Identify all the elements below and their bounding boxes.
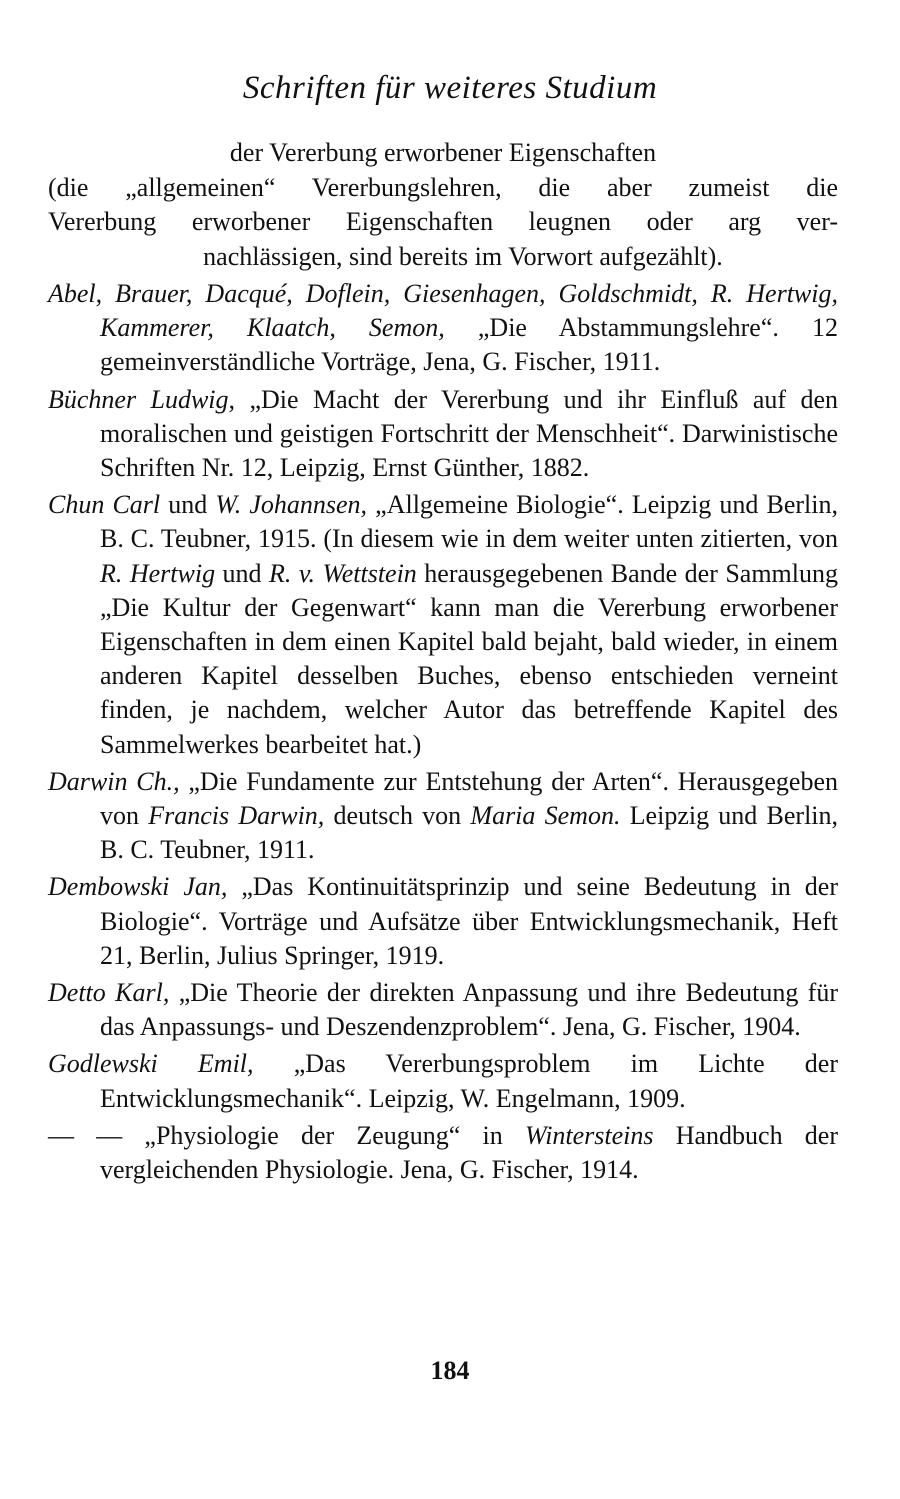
intro-line: nachlässigen, sind bereits im Vorwort aufgezählt). [203,241,723,271]
page-number: 184 [430,1356,470,1385]
entry-text: „Die Theorie der direkten Anpassung und ihre Bedeutung für das Anpassungs- und Deszendenzproblem“. Jena, G. Fischer, 1904. [100,978,839,1042]
entry-authors: Darwin Ch., [48,766,180,796]
entry-text: „Allgemeine Biologie“. Leipzig und Berlin, B. C. Teubner, 1915. (In diesem wie in dem weiter unten zitierten, von [100,490,838,554]
entry-text: deutsch von [324,801,471,831]
entry-authors: Chun Carl [48,490,161,520]
intro-line: Vererbung erworbener Eigenschaften leugnen oder arg ver- [48,207,838,236]
bib-entry-chun [48,488,838,762]
entry-text: „Das Kontinuitätsprinzip und seine Bedeutung in der Biologie“. Vorträge und Aufsätze über Entwicklungsmechanik, Heft 21, Berlin, Julius Springer, 1919. [100,872,838,970]
bib-entry-godlewski [48,1047,838,1115]
bib-entry-abel [48,277,838,380]
entry-editor: R. v. Wettstein [269,558,417,588]
entry-text: Handbuch der vergleichenden Physiologie. Jena, G. Fischer, 1914. [100,1120,838,1185]
entry-authors: Detto Karl, [48,978,170,1008]
bib-entry-godlewski-2 [48,1119,838,1187]
entry-text: herausgegebenen Bande der Sammlung „Die Kultur der Gegenwart“ kann man die Vererbung erworbener Eigenschaften in dem einen Kapitel bald bejaht, bald wieder, in einem anderen Kapitel desselben Buches, ebenso entschieden verneint finden, je nachdem, welcher Autor das betreffende Kapitel des Sammelwerkes bearbeitet hat.) [100,558,838,759]
entry-authors: Godlewski Emil, [48,1049,254,1079]
entry-text: „Die Abstammungslehre“. 12 gemeinverständliche Vorträge, Jena, G. Fischer, 1911. [100,313,839,377]
section-intro [48,136,838,274]
entry-text: „Das Vererbungsproblem im Lichte der Entwicklungsmechanik“. Leipzig, W. Engelmann, 1909. [100,1049,838,1113]
bib-entry-darwin [48,765,838,868]
bib-entry-dembowski [48,870,838,973]
entry-coauthor: W. Johannsen, [215,490,368,520]
entry-editor: Francis Darwin, [148,801,325,831]
entry-editor: Wintersteins [524,1120,654,1150]
entry-editor: R. Hertwig [100,558,216,588]
entry-text: „Die Fundamente zur Entstehung der Arten“. Herausgegeben von [100,766,838,831]
entry-text: Leipzig und Berlin, B. C. Teubner, 1911. [100,801,839,865]
entry-text: „Physiologie der Zeugung“ in [122,1120,525,1150]
entry-text: und [215,558,270,588]
ditto-dashes: — — [48,1120,123,1150]
intro-line: der Vererbung erworbener Eigenschaften [229,138,657,167]
running-head: Schriften für weiteres Studium [242,70,658,106]
bib-entry-detto [48,976,838,1044]
entry-authors: Dembowski Jan, [48,872,228,902]
intro-line: (die „allgemeinen“ Vererbungslehren, die aber zumeist die [48,172,838,202]
entry-text: und [160,490,216,520]
bib-entry-buechner [48,383,838,486]
entry-translator: Maria Semon. [470,801,621,831]
entry-authors: Büchner Ludwig, [48,384,236,414]
entry-text: „Die Macht der Vererbung und ihr Einfluß auf den moralischen und geistigen Fortschritt der Menschheit“. Darwinistische Schriften Nr. 12, Leipzig, Ernst Günther, 1882. [100,384,838,483]
bibliography-list [48,277,838,1190]
entry-authors: Abel, Brauer, Dacqué, Doflein, Giesenhagen, Goldschmidt, R. Hertwig, Kammerer, Klaatch, Semon, [48,279,838,343]
